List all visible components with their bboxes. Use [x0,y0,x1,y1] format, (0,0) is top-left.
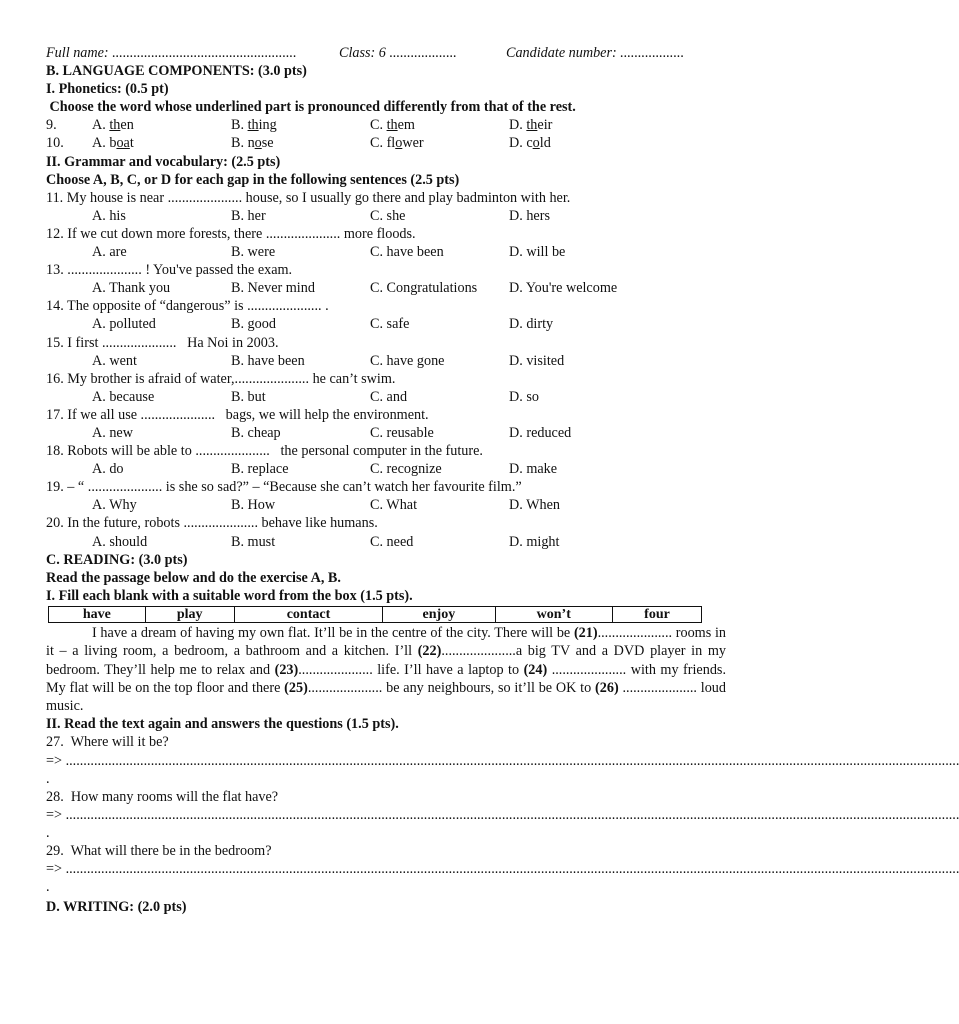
question-stem: 11. My house is near ..................... house, so I usually go there and play badminton with her. [46,189,571,206]
option-word-end: en [120,117,134,134]
passage-part: ..................... life. I’ll have a laptop to [298,661,524,678]
answer-line-end: . [46,824,50,841]
answer-option[interactable]: B. Never mind [231,280,315,297]
full-name-field: Full name: .................................................... [46,45,297,61]
question-stem: 14. The opposite of “dangerous” is ..................... . [46,298,329,315]
answer-option[interactable] [231,116,370,134]
option-letter: B. [231,135,248,152]
answer-option[interactable]: C. safe [370,316,410,333]
answer-option[interactable]: C. need [370,533,414,550]
option-letter: D. [509,117,527,134]
grammar-title: II. Grammar and vocabulary: (2.5 pts) [46,153,281,170]
passage-part: ..................... with my friends. My flat will be on the top floor and there [46,661,726,696]
reading-instruction: Read the passage below and do the exercise A, B. [46,569,341,586]
answer-option[interactable] [92,134,231,152]
blank-26-label: (26) [595,679,619,696]
question-options [46,279,726,297]
answer-option[interactable]: B. cheap [231,424,281,441]
question-stem: 20. In the future, robots ..................... behave like humans. [46,515,378,532]
option-word-end: ld [539,135,551,152]
answer-option[interactable]: A. went [92,352,137,369]
answer-option[interactable]: A. new [92,424,133,441]
word-box-item: contact [234,606,383,622]
answer-option[interactable]: D. visited [509,352,565,369]
underlined-part: o [254,135,262,152]
blank-25-label: (25) [284,679,308,696]
answer-dots: ............................................................................................................................................................................................................................................................ [65,806,959,823]
passage-part: ..................... rooms in it – a living room, a bedroom, a bathroom and a kitchen. I’ll [46,624,726,660]
option-letter: C. [370,135,387,152]
fill-blank-title: I. Fill each blank with a suitable word from the box (1.5 pts). [46,587,413,604]
answer-line-end: . [46,879,50,896]
blank-21-label: (21) [573,624,598,641]
question-stem: 19. – “ ..................... is she so sad?” – “Because she can’t watch her favourite film.” [46,479,522,496]
question-options [46,207,726,225]
underlined-part: oa [116,135,130,152]
grammar-instruction: Choose A, B, C, or D for each gap in the following sentences (2.5 pts) [46,171,460,188]
phonetics-instruction: Choose the word whose underlined part is pronounced differently from that of the rest. [46,99,576,116]
answer-option[interactable]: D. make [509,461,558,478]
option-letter: B. [231,117,248,134]
answer-arrow: => [46,752,66,769]
grammar-questions [46,189,726,551]
question-stem: 15. I first ..................... Ha Noi in 2003. [46,334,279,351]
answer-option[interactable]: A. polluted [92,316,156,333]
answer-option[interactable] [509,134,659,152]
passage-text [46,624,726,715]
answer-option[interactable]: B. must [231,533,276,550]
question-stem: 18. Robots will be able to ..................... the personal computer in the future. [46,443,483,460]
reading-passage [46,624,726,715]
option-word-end: em [397,117,415,134]
reading-questions [46,733,959,896]
option-word-end: ing [258,117,277,134]
option-word-end: t [129,135,134,152]
exam-sheet [46,44,959,916]
option-word-end: eir [537,117,553,134]
answer-option[interactable]: D. dirty [509,316,554,333]
question-options [46,315,726,333]
question-number: 10. [46,135,64,152]
blank-22-label: (22) [417,643,442,660]
question-options [46,352,726,370]
reading-question: 28. How many rooms will the flat have? [46,788,279,805]
student-header [46,44,726,62]
answer-dots: ............................................................................................................................................................................................................................................................ [65,861,959,878]
phonetics-question [46,134,726,152]
word-box-item: enjoy [383,606,495,622]
answer-option[interactable]: D. You're welcome [509,280,618,297]
option-word-start: c [526,135,533,152]
answer-option[interactable]: A. are [92,244,127,261]
blank-23-label: (23) [274,661,299,678]
answer-input-line[interactable] [46,860,959,878]
answer-option[interactable]: B. good [231,316,276,333]
word-box-item: four [613,606,702,622]
answer-option[interactable]: C. reusable [370,424,434,441]
option-letter: C. [370,117,387,134]
question-options [46,460,726,478]
answer-option[interactable]: B. have been [231,352,305,369]
option-word-end: se [261,135,274,152]
question-options [46,388,726,406]
question-options [46,424,726,442]
option-letter: A. [92,135,110,152]
underlined-part: th [526,117,538,134]
option-word-start: b [109,135,117,152]
underlined-part: o [532,135,540,152]
word-box-row [49,606,702,622]
underlined-part: th [109,117,121,134]
answer-dots: ............................................................................................................................................................................................................................................................ [65,752,959,769]
question-options [46,533,726,551]
answer-option[interactable] [509,116,659,134]
answer-option[interactable]: D. might [509,533,560,550]
question-number: 9. [46,117,57,134]
question-stem: 16. My brother is afraid of water,..................... he can’t swim. [46,370,396,387]
answer-option[interactable]: A. Thank you [92,280,171,297]
option-word-start: n [247,135,255,152]
word-box-item: have [49,606,146,622]
answer-option[interactable]: A. his [92,207,126,224]
question-options [46,496,726,514]
answer-option[interactable]: D. so [509,388,539,405]
underlined-part: th [247,117,259,134]
option-letter: D. [509,135,527,152]
answer-option[interactable] [370,134,509,152]
answer-option[interactable]: C. have gone [370,352,445,369]
passage-part: ..................... be any neighbours, so it’ll be OK to [307,679,596,696]
answer-input-line[interactable] [46,752,959,770]
answer-option[interactable]: C. she [370,207,406,224]
passage-part: .....................a big TV and a DVD player in my bedroom. They’ll help me to relax and [46,643,726,678]
word-box-item: play [145,606,234,622]
question-stem: 13. ..................... ! You've passed the exam. [46,262,293,279]
answer-option[interactable]: D. will be [509,244,566,261]
question-stem: 12. If we cut down more forests, there ..................... more floods. [46,225,416,242]
passage-part: I have a dream of having my own flat. It’ll be in the centre of the city. There will be [92,624,574,641]
answer-option[interactable]: A. because [92,388,155,405]
section-b-title: B. LANGUAGE COMPONENTS: (3.0 pts) [46,63,307,80]
section-c-title: C. READING: (3.0 pts) [46,551,188,568]
answer-option[interactable]: C. and [370,388,408,405]
answer-option[interactable]: A. should [92,533,148,550]
word-box [48,606,702,623]
answer-option[interactable]: B. her [231,207,266,224]
blank-24-label: (24) [523,661,548,678]
candidate-number-field: Candidate number: .................. [506,45,685,61]
option-letter: A. [92,117,110,134]
answer-option[interactable]: C. Congratulations [370,280,478,297]
phonetics-title: I. Phonetics: (0.5 pt) [46,81,169,98]
answer-option[interactable] [370,116,509,134]
answer-option[interactable]: D. hers [509,207,550,224]
answer-option[interactable]: A. Why [92,497,137,514]
option-word-end: wer [402,135,424,152]
option-word-start: fl [386,135,396,152]
answer-option[interactable] [92,116,231,134]
answer-arrow: => [46,861,66,878]
answer-option[interactable]: C. What [370,497,418,514]
answer-option[interactable]: D. When [509,497,560,514]
answer-option[interactable]: B. replace [231,461,289,478]
answer-option[interactable]: A. do [92,461,124,478]
answer-option[interactable]: B. were [231,244,276,261]
phonetics-questions [46,116,726,152]
underlined-part: o [395,135,403,152]
questions-title: II. Read the text again and answers the questions (1.5 pts). [46,716,399,733]
passage-part: ..................... loud music. [46,679,726,715]
answer-option[interactable]: D. reduced [509,424,572,441]
underlined-part: th [386,117,398,134]
question-stem: 17. If we all use ..................... bags, we will help the environment. [46,406,429,423]
answer-line-end: . [46,770,50,787]
answer-option[interactable]: C. have been [370,244,444,261]
answer-option[interactable]: B. How [231,497,276,514]
answer-arrow: => [46,806,66,823]
answer-option[interactable]: B. but [231,388,266,405]
class-field: Class: 6 ................... [339,45,457,61]
answer-input-line[interactable] [46,806,959,824]
word-box-item: won’t [495,606,613,622]
section-d-title: D. WRITING: (2.0 pts) [46,899,187,916]
answer-option[interactable]: C. recognize [370,461,442,478]
question-options [46,243,726,261]
reading-question: 27. Where will it be? [46,734,169,751]
reading-question: 29. What will there be in the bedroom? [46,843,272,860]
answer-option[interactable] [231,134,370,152]
phonetics-question [46,116,726,134]
